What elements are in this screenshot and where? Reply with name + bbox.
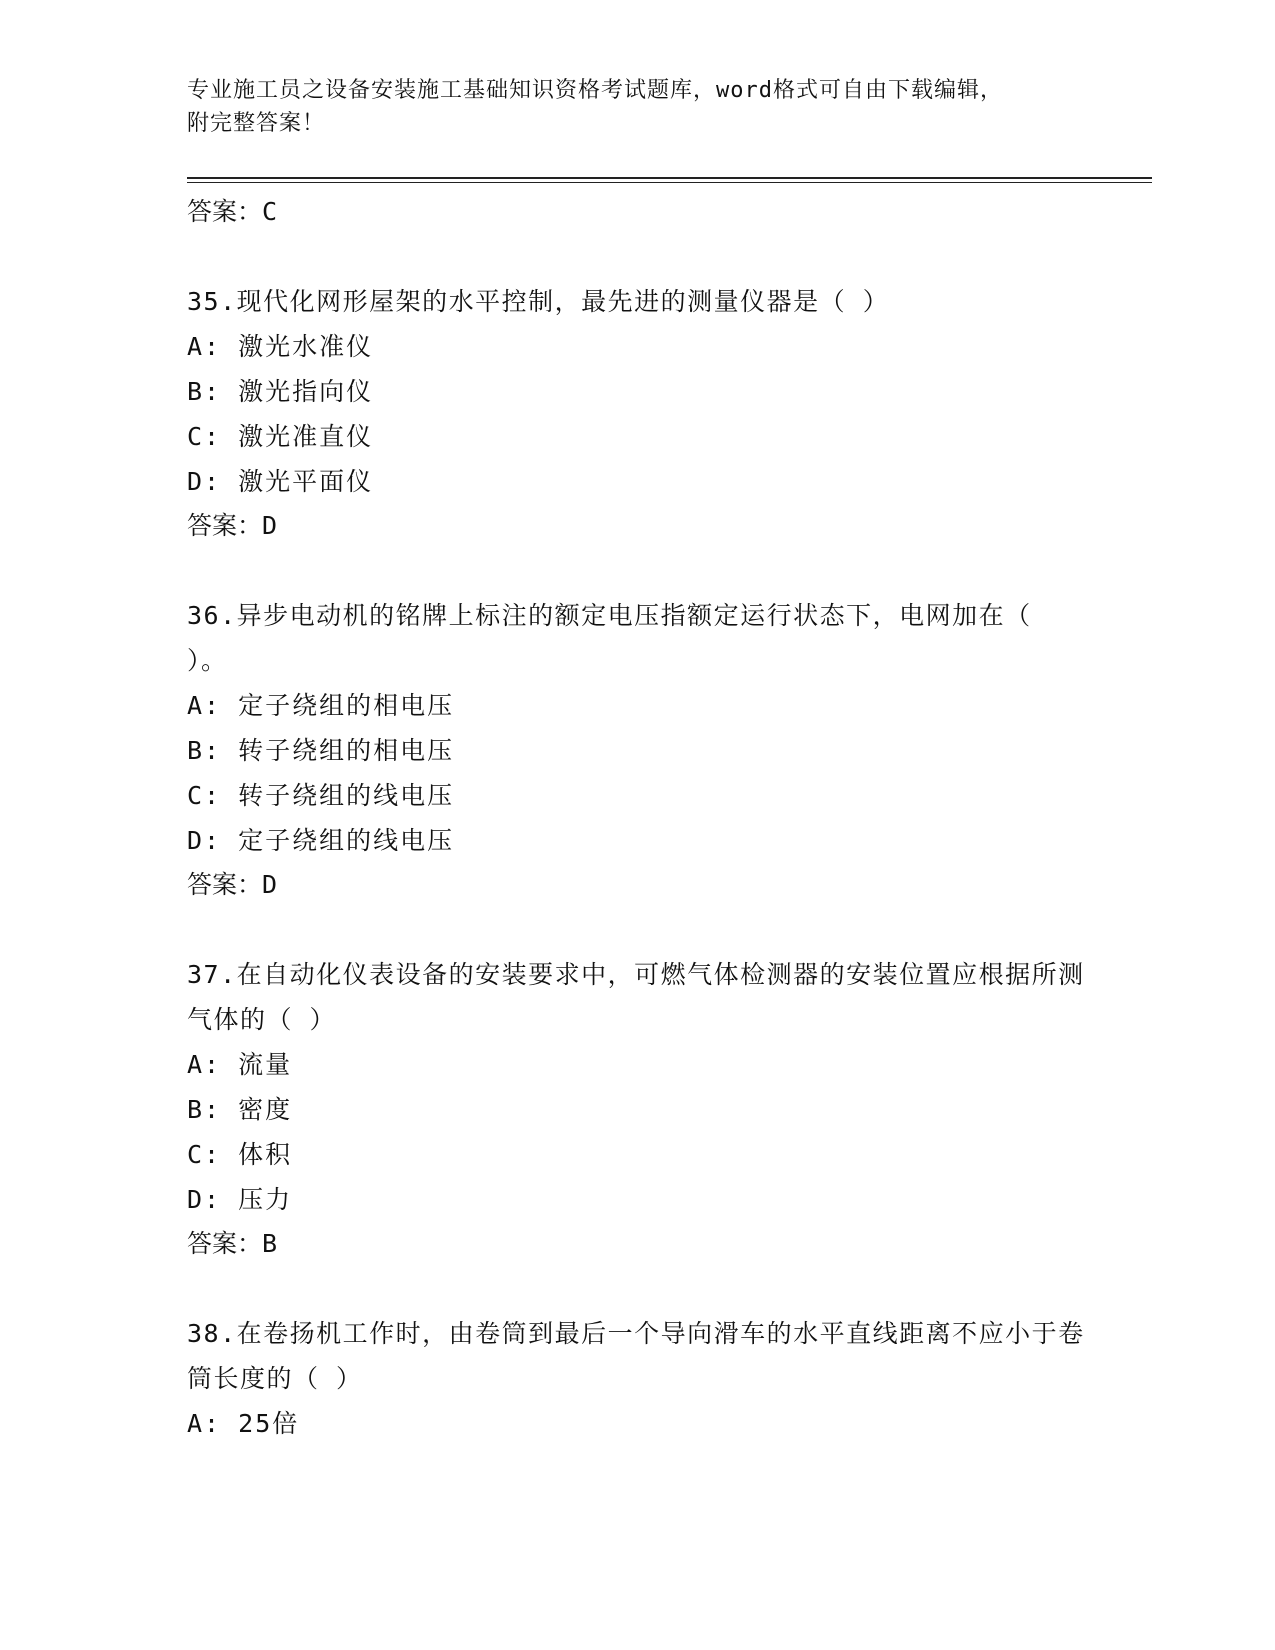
header-divider-thin [187,182,1152,183]
option-key: C: [187,1140,222,1169]
option-key: D: [187,467,222,496]
option-a [187,324,1087,369]
document-header [187,74,1067,140]
option-text: 定子绕组的相电压 [238,691,455,720]
option-key: C: [187,781,222,810]
answer-line [187,190,1087,234]
option-d [187,818,1087,863]
option-key: B: [187,736,222,765]
answer-value: D [262,511,278,540]
answer-label: 答案： [187,511,263,540]
question-block [187,952,1087,1266]
option-key: C: [187,422,222,451]
answer-value: C [262,197,278,226]
header-divider-thick [187,177,1152,179]
answer-label: 答案： [187,197,263,226]
answer-label: 答案： [187,870,263,899]
spacer [187,234,1087,279]
question-block [187,279,1087,548]
answer-line [187,504,1087,548]
spacer [187,548,1087,593]
option-key: A: [187,1050,222,1079]
answer-value: D [262,870,278,899]
option-text: 25倍 [238,1409,300,1438]
option-text: 激光准直仪 [238,422,374,451]
option-text: 激光平面仪 [238,467,374,496]
option-b [187,728,1087,773]
answer-value: B [262,1229,278,1258]
spacer [187,907,1087,952]
option-key: D: [187,826,222,855]
option-a [187,1401,1087,1446]
option-d [187,1177,1087,1222]
option-key: B: [187,377,222,406]
spacer [187,1266,1087,1311]
option-key: B: [187,1095,222,1124]
option-c [187,414,1087,459]
question-text: 37.在自动化仪表设备的安装要求中，可燃气体检测器的安装位置应根据所测气体的（ ） [187,960,1085,1034]
option-key: A: [187,332,222,361]
answer-label: 答案： [187,1229,263,1258]
question-text: 35.现代化网形屋架的水平控制，最先进的测量仪器是（ ） [187,287,890,316]
option-a [187,1042,1087,1087]
option-key: A: [187,691,222,720]
option-text: 体积 [238,1140,293,1169]
question-list [187,190,1087,1446]
option-c [187,773,1087,818]
header-line-1: 专业施工员之设备安装施工基础知识资格考试题库，word格式可自由下载编辑， [187,78,1003,103]
header-line-2: 附完整答案！ [187,111,326,136]
option-text: 定子绕组的线电压 [238,826,455,855]
question-text: 38.在卷扬机工作时，由卷筒到最后一个导向滑车的水平直线距离不应小于卷筒长度的（ ） [187,1319,1085,1393]
option-text: 流量 [238,1050,293,1079]
option-text: 激光水准仪 [238,332,374,361]
option-b [187,369,1087,414]
option-text: 转子绕组的线电压 [238,781,455,810]
option-key: D: [187,1185,222,1214]
option-text: 密度 [238,1095,293,1124]
question-block [187,1311,1087,1446]
option-key: A: [187,1409,222,1438]
question-block [187,593,1087,907]
question-text: 36.异步电动机的铭牌上标注的额定电压指额定运行状态下，电网加在（ ）。 [187,601,1032,675]
option-b [187,1087,1087,1132]
answer-line [187,1222,1087,1266]
option-a [187,683,1087,728]
option-text: 转子绕组的相电压 [238,736,455,765]
answer-line [187,863,1087,907]
option-text: 激光指向仪 [238,377,374,406]
option-text: 压力 [238,1185,293,1214]
option-d [187,459,1087,504]
option-c [187,1132,1087,1177]
